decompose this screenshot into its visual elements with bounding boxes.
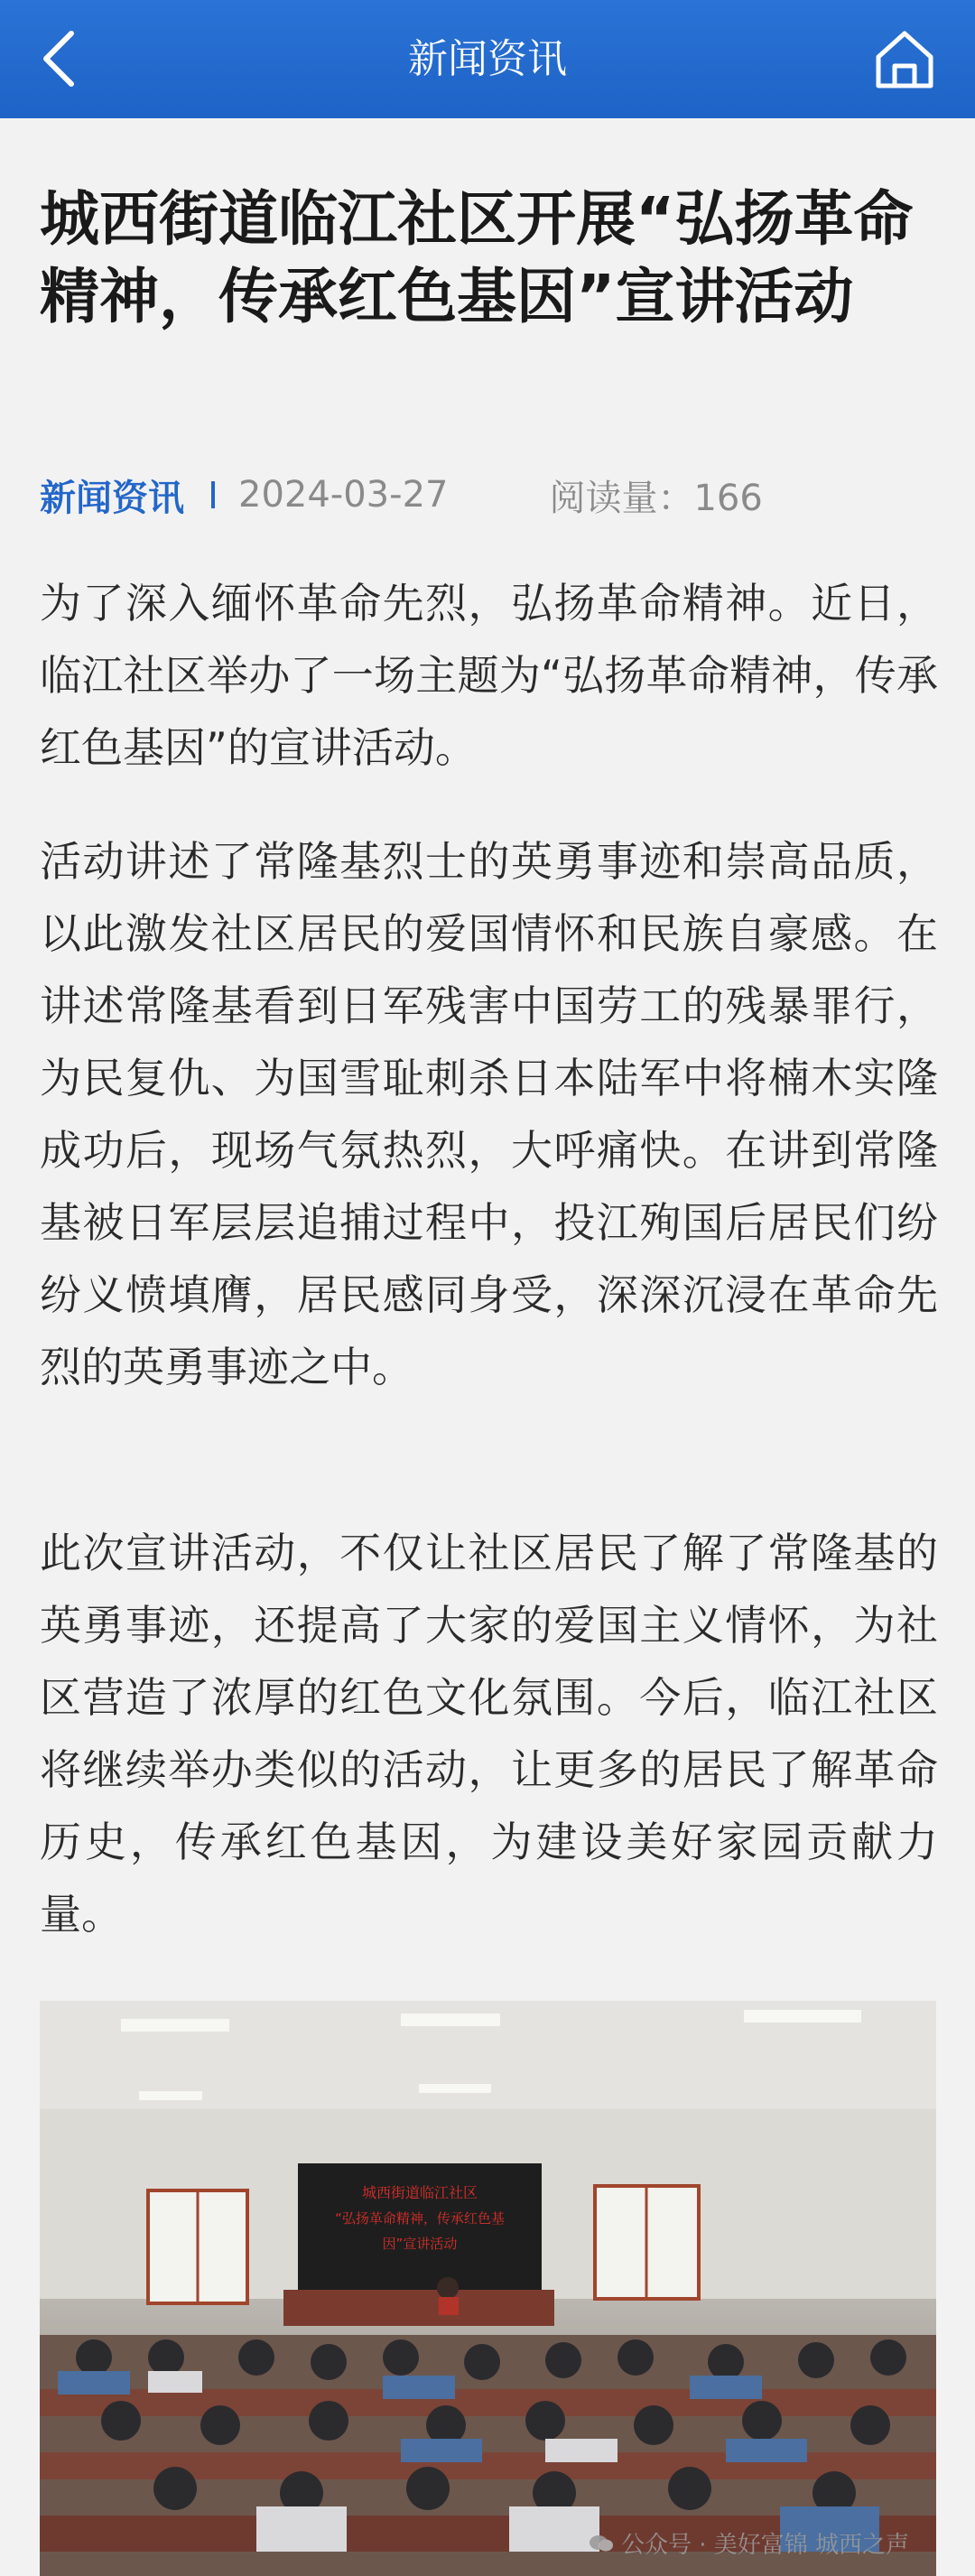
watermark	[589, 2526, 909, 2560]
paragraph-1: 为了深入缅怀革命先烈，弘扬革命精神。近日，临江社区举办了一场主题为“弘扬革命精神，传承红色基因”的宣讲活动。	[40, 579, 938, 772]
article-title: 城西街道临江社区开展“弘扬革命精神，传承红色基因”宣讲活动	[40, 184, 914, 331]
meta-divider	[211, 481, 215, 508]
home-icon	[873, 28, 936, 91]
banner-line-3: 因”宣讲活动	[382, 2236, 458, 2252]
paragraph-3: 此次宣讲活动，不仅让社区居民了解了常隆基的英勇事迹，还提高了大家的爱国主义情怀，为社区营造了浓厚的红色文化氛围。今后，临江社区将继续举办类似的活动，让更多的居民了解革命历史，传承红色基因，为建设美好家园贡献力量。	[40, 1529, 938, 1939]
wechat-icon	[589, 2534, 614, 2553]
banner-line-2: “弘扬革命精神，传承红色基	[335, 2210, 505, 2227]
article-meta	[40, 468, 763, 522]
home-button[interactable]	[870, 25, 939, 94]
event-photo-illustration	[40, 2001, 936, 2576]
top-nav-bar	[0, 0, 975, 118]
nav-title: 新闻资讯	[408, 36, 567, 82]
read-count: 阅读量：166	[549, 477, 763, 519]
publish-date: 2024-03-27	[238, 474, 449, 516]
banner-line-1: 城西街道临江社区	[361, 2184, 478, 2201]
category-link[interactable]: 新闻资讯	[40, 477, 184, 519]
paragraph-2: 活动讲述了常隆基烈士的英勇事迹和崇高品质，以此激发社区居民的爱国情怀和民族自豪感。在讲述常隆基看到日军残害中国劳工的残暴罪行，为民复仇、为国雪耻刺杀日本陆军中将楠木实隆成功后，现场气氛热烈，大呼痛快。在讲到常隆基被日军层层追捕过程中，投江殉国后居民们纷纷义愤填膺，居民感同身受，深深沉浸在革命先烈的英勇事迹之中。	[40, 837, 938, 1391]
watermark-text: 公众号 · 美好富锦 城西之声	[620, 2532, 909, 2559]
event-photo[interactable]	[40, 2001, 936, 2576]
